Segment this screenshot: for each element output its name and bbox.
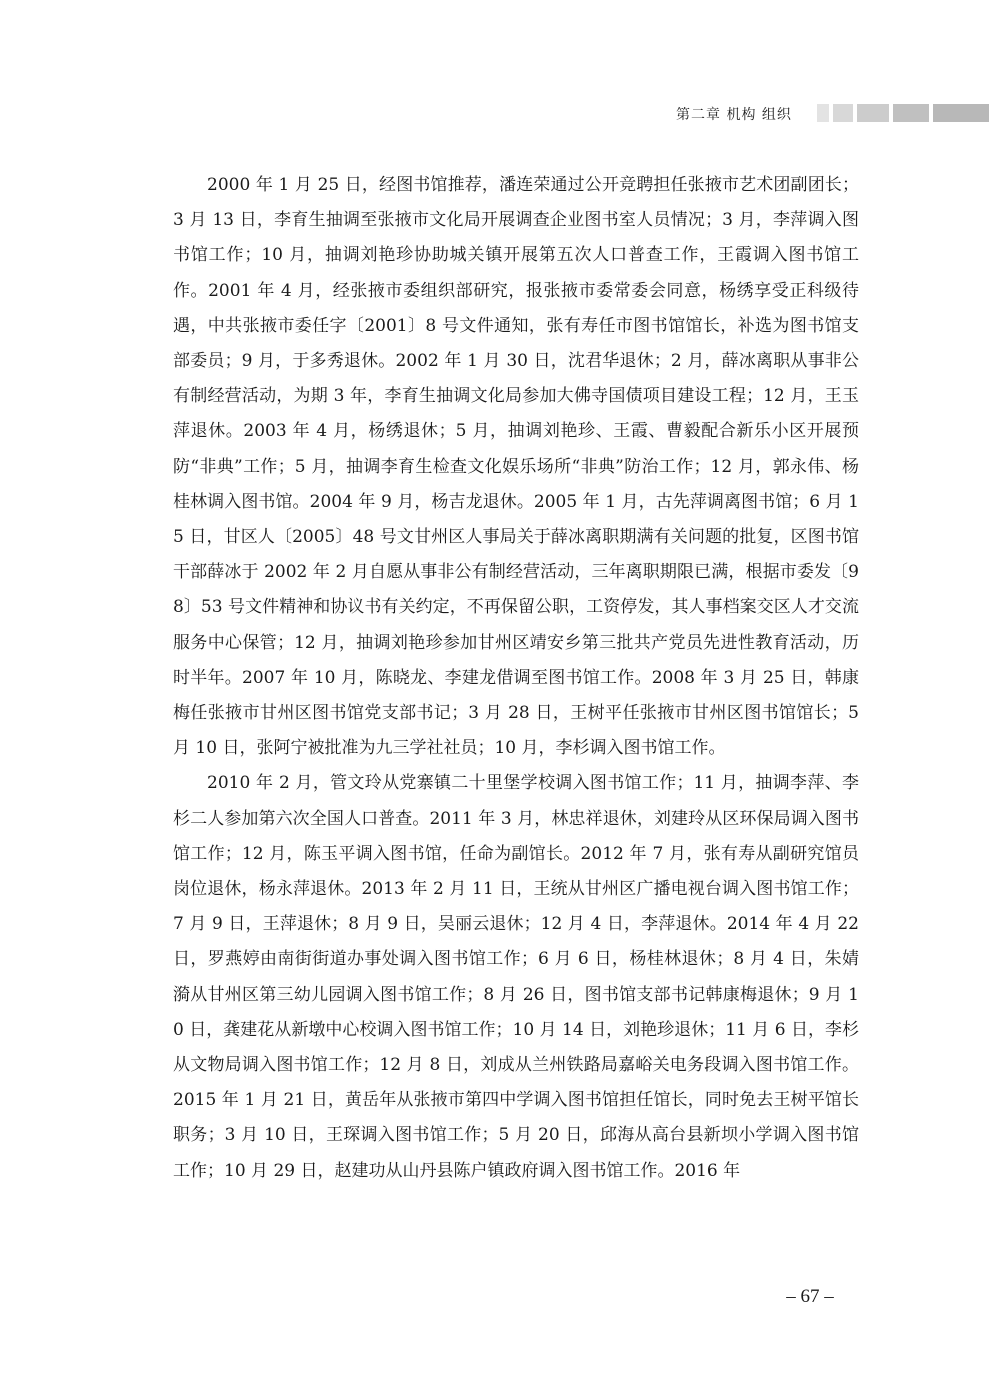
- header-bar: [893, 104, 929, 122]
- body-text: [173, 168, 859, 1189]
- page-number: – 67 –: [786, 1286, 834, 1307]
- paragraph: 2010 年 2 月，管文玲从党寨镇二十里堡学校调入图书馆工作；11 月，抽调李萍、李杉二人参加第六次全国人口普查。2011 年 3 月，林忠祥退休，刘建玲从区环保局调入图书馆工作；12 月，陈玉平调入图书馆，任命为副馆长。2012 年 7 月，张有寿从副研究馆员岗位退休，杨永萍退休。2013 年 2 月 11 日，王统从甘州区广播电视台调入图书馆工作；7 月 9 日，王萍退休；8 月 9 日，吴丽云退休；12 月 4 日，李萍退休。2014 年 4 月 22 日，罗燕婷由南街街道办事处调入图书馆工作；6 月 6 日，杨桂林退休；8 月 4 日，朱婧漪从甘州区第三幼儿园调入图书馆工作；8 月 26 日，图书馆支部书记韩康梅退休；9 月 10 日，龚建花从新墩中心校调入图书馆工作；10 月 14 日，刘艳珍退休；11 月 6 日，李杉从文物局调入图书馆工作；12 月 8 日，刘成从兰州铁路局嘉峪关电务段调入图书馆工作。2015 年 1 月 21 日，黄岳年从张掖市第四中学调入图书馆担任馆长，同时免去王树平馆长职务；3 月 10 日，王琛调入图书馆工作；5 月 20 日，邱海从高台县新坝小学调入图书馆工作；10 月 29 日，赵建功从山丹县陈户镇政府调入图书馆工作。2016 年: [173, 773, 859, 1181]
- paragraph: 2000 年 1 月 25 日，经图书馆推荐，潘连荣通过公开竞聘担任张掖市艺术团副团长；3 月 13 日，李育生抽调至张掖市文化局开展调查企业图书室人员情况；3 月，李萍调入图书馆工作；10 月，抽调刘艳珍协助城关镇开展第五次人口普查工作，王霞调入图书馆工作。2001 年 4 月，经张掖市委组织部研究，报张掖市委常委会同意，杨绣享受正科级待遇，中共张掖市委任字〔2001〕8 号文件通知，张有寿任市图书馆馆长，补选为图书馆支部委员；9 月，于多秀退休。2002 年 1 月 30 日，沈君华退休；2 月，薛冰离职从事非公有制经营活动，为期 3 年，李育生抽调文化局参加大佛寺国债项目建设工程；12 月，王玉萍退休。2003 年 4 月，杨绣退休；5 月，抽调刘艳珍、王霞、曹毅配合新乐小区开展预防“非典”工作；5 月，抽调李育生检查文化娱乐场所“非典”防治工作；12 月，郭永伟、杨桂林调入图书馆。2004 年 9 月，杨吉龙退休。2005 年 1 月，古先萍调离图书馆；6 月 15 日，甘区人〔2005〕48 号文甘州区人事局关于薛冰离职期满有关问题的批复，区图书馆干部薛冰于 2002 年 2 月自愿从事非公有制经营活动，三年离职期限已满，根据市委发〔98〕53 号文件精神和协议书有关约定，不再保留公职，工资停发，其人事档案交区人才交流服务中心保管；12 月，抽调刘艳珍参加甘州区靖安乡第三批共产党员先进性教育活动，历时半年。2007 年 10 月，陈晓龙、李建龙借调至图书馆工作。2008 年 3 月 25 日，韩康梅任张掖市甘州区图书馆党支部书记；3 月 28 日，王树平任张掖市甘州区图书馆馆长；5 月 10 日，张阿宁被批准为九三学社社员；10 月，李杉调入图书馆工作。: [173, 175, 859, 759]
- chapter-title: 第二章 机构 组织: [676, 107, 792, 123]
- header-decoration-bars: [817, 104, 989, 122]
- header-bar: [817, 104, 829, 122]
- header-bar: [857, 104, 889, 122]
- header-bar: [833, 104, 853, 122]
- running-header: [676, 103, 792, 125]
- header-bar: [933, 104, 989, 122]
